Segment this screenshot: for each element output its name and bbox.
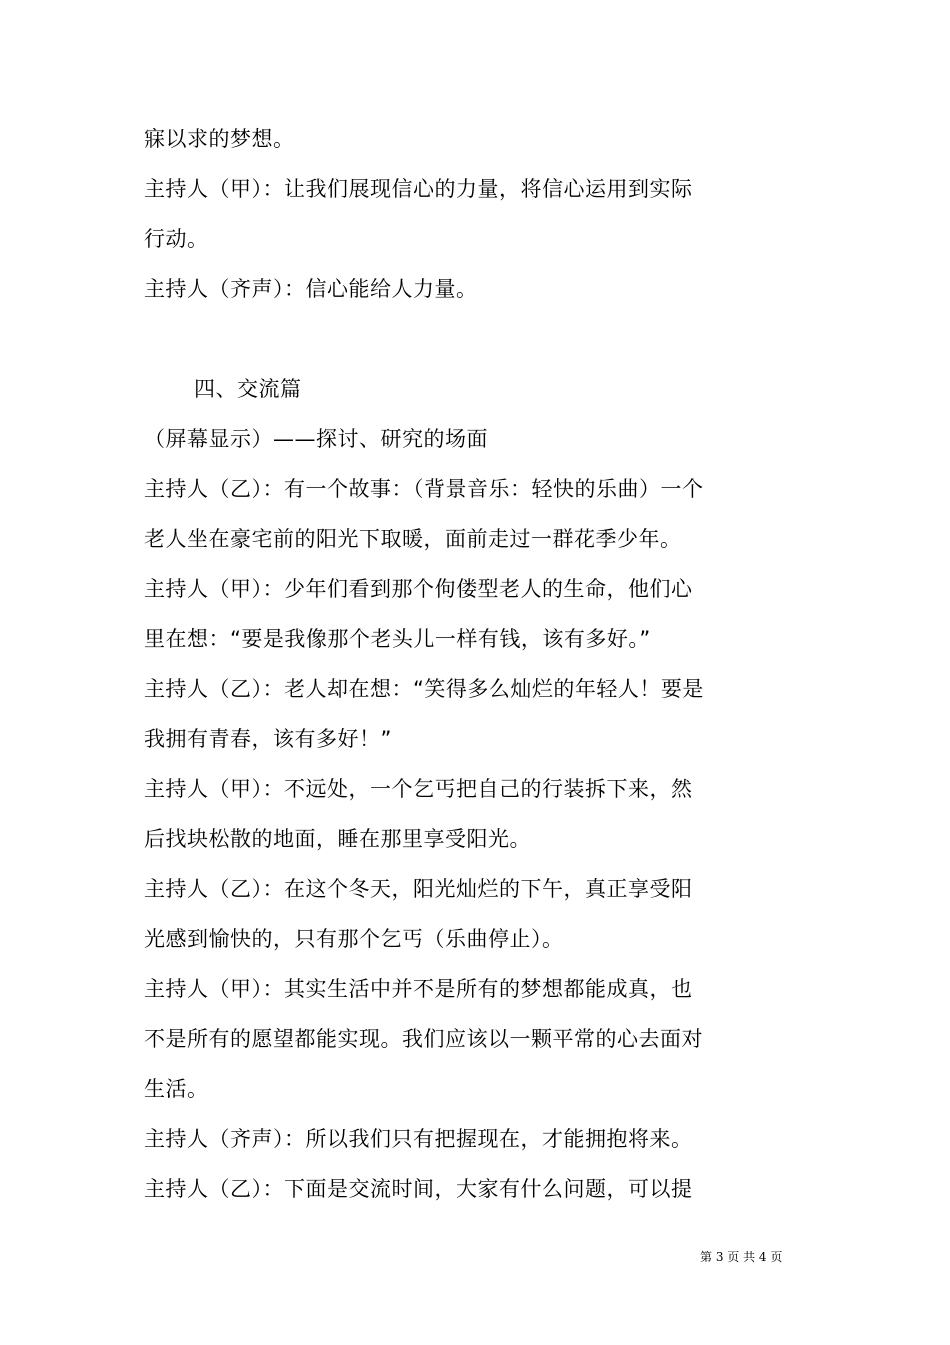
text-line: 寐以求的梦想。	[144, 127, 295, 151]
text-line: 主持人（乙）：在这个冬天，阳光灿烂的下午，真正享受阳	[144, 877, 693, 901]
text-line: 光感到愉快的，只有那个乞丐（乐曲停止）。	[144, 927, 564, 951]
text-line: 主持人（乙）：有一个故事：（背景音乐：轻快的乐曲）一个	[144, 477, 704, 501]
text-line: 生活。	[144, 1077, 209, 1101]
page-number-footer: 第 3 页 共 4 页	[700, 1250, 783, 1264]
text-line: 行动。	[144, 227, 209, 251]
text-line: 主持人（甲）：不远处，一个乞丐把自己的行装拆下来，然	[144, 777, 693, 801]
text-line: （屏幕显示）——探讨、研究的场面	[144, 427, 488, 451]
text-line: 主持人（甲）：少年们看到那个佝偻型老人的生命，他们心	[144, 577, 693, 601]
section-heading: 四、交流篇	[194, 377, 302, 401]
text-line: 老人坐在豪宅前的阳光下取暖，面前走过一群花季少年。	[144, 527, 682, 551]
text-line: 主持人（齐声）：信心能给人力量。	[144, 277, 478, 301]
text-line: 里在想：“要是我像那个老头儿一样有钱，该有多好。”	[144, 627, 651, 651]
text-line: 主持人（甲）：让我们展现信心的力量，将信心运用到实际	[144, 177, 693, 201]
text-line: 不是所有的愿望都能实现。我们应该以一颗平常的心去面对	[144, 1027, 703, 1051]
text-line: 主持人（甲）：其实生活中并不是所有的梦想都能成真，也	[144, 977, 693, 1001]
text-line: 我拥有青春，该有多好！”	[144, 727, 392, 751]
text-line: 主持人（乙）：老人却在想：“笑得多么灿烂的年轻人！要是	[144, 677, 704, 701]
text-line: 后找块松散的地面，睡在那里享受阳光。	[144, 827, 531, 851]
text-line: 主持人（齐声）：所以我们只有把握现在，才能拥抱将来。	[144, 1127, 693, 1151]
text-line: 主持人（乙）：下面是交流时间，大家有什么问题，可以提	[144, 1177, 693, 1201]
